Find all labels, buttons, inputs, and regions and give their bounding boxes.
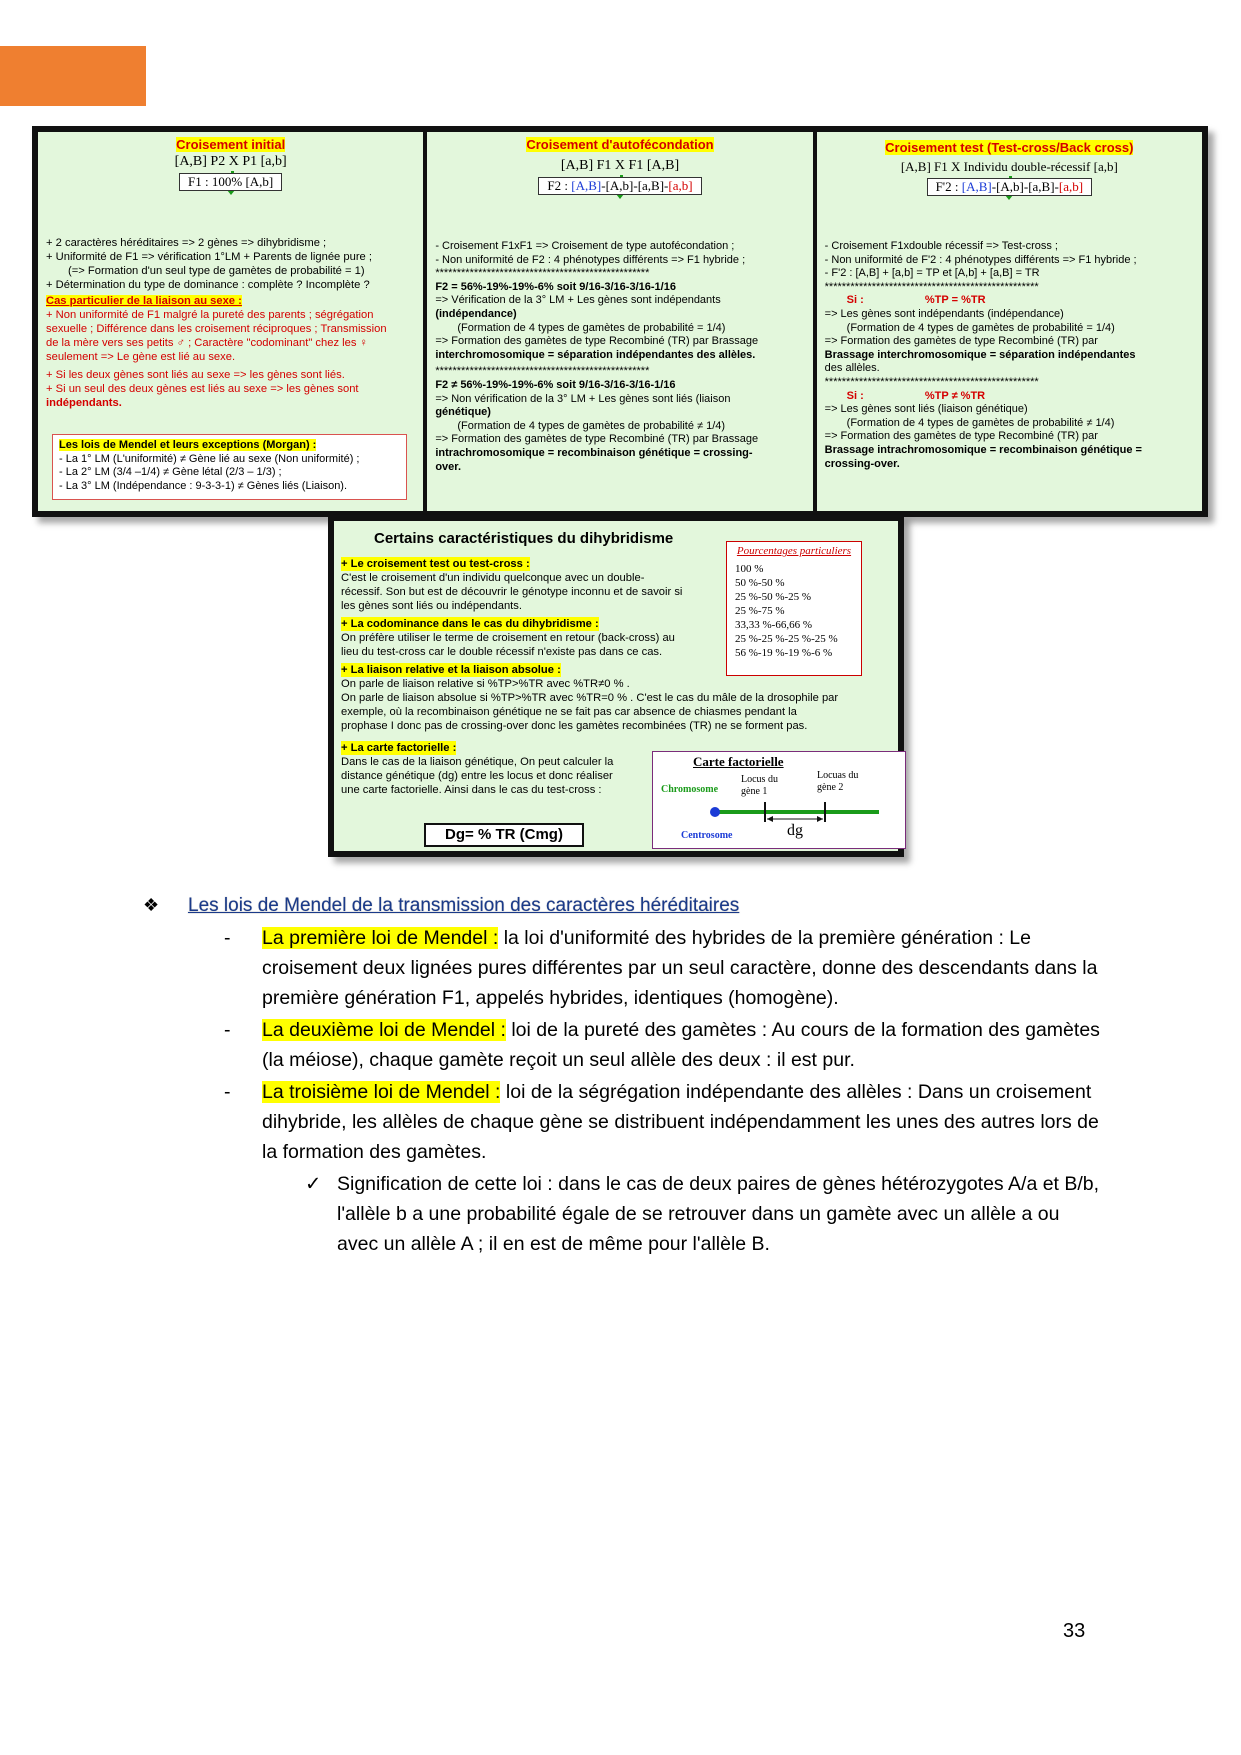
text-line: + Uniformité de F1 => vérification 1°LM + Parents de lignée pure ; — [46, 251, 372, 263]
text-line: => Les gènes sont indépendants (indépendance) — [824, 307, 1064, 320]
section-title: + La codominance dans le cas du dihybridisme : — [341, 618, 599, 630]
text-line: => Non vérification de la 3° LM + Les gènes sont liés (liaison — [435, 392, 731, 405]
panel-body — [825, 240, 1196, 471]
text-line: exemple, où la recombinaison génétique ne se fait pas car absence de chiasmes pendant la — [341, 706, 797, 718]
chromosome-label: Chromosome — [661, 784, 719, 795]
result-prefix: F'2 : — [935, 179, 962, 194]
text-line: distance génétique (dg) entre les locus et donc réaliser — [341, 770, 613, 782]
text-line: + Non uniformité de F1 malgré la pureté des parents ; ségrégation — [46, 309, 374, 321]
result-part: -[A,b]-[a,B]- — [991, 179, 1059, 194]
text-line: F2 ≠ 56%-19%-19%-6% soit 9/16-3/16-3/16-1/16 — [435, 378, 676, 391]
text-line: - Croisement F1xdouble récessif => Test-cross ; — [824, 240, 1058, 252]
panel-body — [46, 236, 417, 410]
text-line: une carte factorielle. Ainsi dans le cas du test-cross : — [341, 784, 602, 796]
cross-formula: [A,B] F1 X F1 [A,B] — [560, 158, 680, 173]
text-line: Dans le cas de la liaison génétique, On peut calculer la — [341, 756, 614, 768]
separator: ************************************************** — [824, 375, 1039, 388]
text-line: On préfère utiliser le terme de croisement en retour (back-cross) au — [341, 632, 675, 644]
panel-initial-cross — [38, 132, 423, 511]
list-item — [224, 1077, 1103, 1167]
centrosome-dot — [710, 807, 720, 817]
text-line: + Si un seul des deux gènes est liés au sexe => les gènes sont — [46, 383, 359, 395]
percentage-item: 100 % — [735, 563, 764, 575]
text-line: - F'2 : [A,B] + [a,b] = TP et [A,b] + [a,B] = TR — [824, 267, 1040, 280]
text-line: lieu du test-cross car le double récessif n'existe pas dans ce cas. — [341, 646, 663, 658]
text-line: récessif. Son but est de découvrir le génotype inconnu et de savoir si — [341, 586, 683, 598]
text-line: (Formation de 4 types de gamètes de probabilité = 1/4) — [457, 321, 726, 334]
text-line: => Formation des gamètes de type Recombiné (TR) par — [824, 335, 1098, 348]
law-label: La deuxième loi de Mendel : — [262, 1019, 506, 1041]
locus2-label: Locuas du gène 2 — [817, 770, 859, 793]
percentage-item: 25 %-50 %-25 % — [735, 591, 812, 603]
locus1-label: Locus du gène 1 — [741, 774, 778, 797]
text-line: prophase I donc pas de crossing-over donc les gamètes recombinées (TR) ne se forment pas. — [341, 720, 808, 732]
factor-map-title: Carte factorielle — [693, 754, 784, 769]
check-icon: ✓ — [305, 1173, 322, 1195]
panel-title: Croisement initial — [176, 137, 286, 152]
law-text: la loi d'uniformité des hybrides de la première génération : Le croisement deux lignées pures différentes par un seul caractère, donne des descendants dans la première génération F1, appelés hybrides, identiques (homogène). — [262, 927, 1098, 1009]
law-line: - La 1° LM (L'uniformité) ≠ Gène lié au sexe (Non uniformité) ; — [59, 452, 360, 465]
section-title: + Le croisement test ou test-cross : — [341, 558, 530, 570]
result-part: [a,b] — [668, 178, 693, 193]
panel-title: Croisement test (Test-cross/Back cross) — [885, 140, 1134, 155]
law-text: loi de la pureté des gamètes : Au cours de la formation des gamètes (la méiose), chaque gamète reçoit un seul allèle des deux : il est pur. — [262, 1019, 1100, 1071]
law-text: loi de la ségrégation indépendante des allèles : Dans un croisement dihybride, les allèles de chaque gène se distribuent indépendamment les unes des autres lors de la formation des gamètes. — [262, 1081, 1099, 1163]
text-line: over. — [435, 460, 462, 473]
text-line: génétique) — [435, 406, 491, 419]
percentage-item: 56 %-19 %-19 %-6 % — [735, 647, 833, 659]
text-line: indépendants. — [46, 397, 122, 409]
text-line: (Formation de 4 types de gamètes de probabilité = 1/4) — [846, 321, 1115, 334]
orange-header-tab — [0, 46, 146, 106]
text-line: sexuelle ; Différence dans les croisement réciproques ; Transmission — [46, 323, 387, 335]
text-line: (=> Formation d'un seul type de gamètes de probabilité = 1) — [68, 265, 365, 277]
panel-test-cross — [817, 132, 1202, 511]
arrow-right — [817, 816, 823, 822]
percentage-item: 33,33 %-66,66 % — [735, 619, 812, 631]
diamond-bullet-icon: ❖ — [143, 895, 160, 915]
list-item — [224, 1015, 1103, 1075]
text-line: des allèles. — [824, 362, 880, 375]
result-part: [A,B] — [961, 179, 992, 194]
text-line: - Croisement F1xF1 => Croisement de type autofécondation ; — [435, 240, 735, 252]
condition: Si : %TP ≠ %TR — [846, 389, 986, 402]
result-part: -[A,b]-[a,B]- — [601, 178, 669, 193]
text-line: de la mère vers ses petits ♂ ; Caractère "codominant" chez les ♀ — [46, 337, 368, 349]
text-line: On parle de liaison absolue si %TP>%TR avec %TR=0 % . C'est le cas du mâle de la drosophile par — [341, 692, 839, 704]
dash-bullet: - — [224, 1081, 231, 1103]
law-line: - La 2° LM (3/4 –1/4) ≠ Gène létal (2/3 – 1/3) ; — [59, 466, 282, 478]
percentage-item: 25 %-25 %-25 %-25 % — [735, 633, 838, 645]
panel-title: Croisement d'autofécondation — [526, 137, 714, 152]
dihybridism-panel — [328, 515, 904, 857]
condition: Si : %TP = %TR — [846, 294, 986, 307]
text-line: Brassage intrachromosomique = recombinaison génétique = — [824, 443, 1142, 456]
formula-box: Dg= % TR (Cmg) — [424, 823, 584, 847]
laws-title: Les lois de Mendel et leurs exceptions (Morgan) : — [59, 439, 317, 451]
result-box: F1 : 100% [A,b] — [179, 173, 282, 191]
crossing-panels — [32, 126, 1208, 517]
mendel-laws-section — [143, 895, 1103, 1259]
text-line: F2 = 56%-19%-19%-6% soit 9/16-3/16-3/16-1/16 — [435, 280, 676, 293]
text-line: + Détermination du type de dominance : complète ? Incomplète ? — [46, 279, 370, 291]
page-number: 33 — [1063, 1620, 1086, 1642]
law-label: La troisième loi de Mendel : — [262, 1081, 501, 1103]
percentage-item: 25 %-75 % — [735, 605, 785, 617]
panel-body — [435, 240, 806, 474]
list-item — [224, 923, 1103, 1013]
law-label: La première loi de Mendel : — [262, 927, 499, 949]
section-title: + La carte factorielle : — [341, 742, 457, 754]
cross-formula: [A,B] F1 X Individu double-récessif [a,b] — [900, 159, 1118, 174]
arrow-left — [767, 816, 773, 822]
dg-label: dg — [787, 822, 803, 839]
text-line: (Formation de 4 types de gamètes de probabilité ≠ 1/4) — [846, 416, 1115, 429]
dash-bullet: - — [224, 927, 231, 949]
text-line: => Formation des gamètes de type Recombiné (TR) par — [824, 430, 1098, 443]
text-line: intrachromosomique = recombinaison génétique = crossing- — [435, 446, 753, 459]
panel-title: Certains caractéristiques du dihybridisme — [374, 530, 674, 547]
text-line: => Vérification de la 3° LM + Les gènes sont indépendants — [435, 294, 721, 307]
law-line: - La 3° LM (Indépendance : 9-3-3-1) ≠ Gènes liés (Liaison). — [59, 479, 348, 492]
section-title: + La liaison relative et la liaison absolue : — [341, 664, 561, 676]
dash-bullet: - — [224, 1019, 231, 1041]
cross-formula: [A,B] P2 X P1 [a,b] — [174, 154, 287, 169]
result-box — [927, 178, 1092, 196]
text-line: + Si les deux gènes sont liés au sexe => les gènes sont liés. — [46, 369, 345, 381]
text-line: => Formation des gamètes de type Recombiné (TR) par Brassage — [435, 335, 759, 348]
text-line: les gènes sont liés ou indépendants. — [341, 600, 522, 612]
result-prefix: F2 : — [547, 178, 572, 193]
text-line: + 2 caractères héréditaires => 2 gènes => dihybridisme ; — [46, 237, 327, 249]
panel-autofecondation — [427, 132, 812, 511]
text-line: crossing-over. — [824, 457, 900, 470]
result-box — [538, 177, 701, 195]
text-line: Brassage interchromosomique = séparation indépendantes — [824, 348, 1136, 361]
percentage-item: 50 %-50 % — [735, 577, 785, 589]
percentages-box — [726, 541, 862, 676]
percentages-title: Pourcentages particuliers — [736, 545, 852, 557]
text-line: (indépendance) — [435, 307, 517, 320]
separator: ************************************************** — [435, 267, 650, 280]
text-line: - Non uniformité de F'2 : 4 phénotypes différents => F1 hybride ; — [824, 253, 1137, 266]
mendel-laws-box — [52, 434, 407, 500]
text-line: seulement => Le gène est lié au sexe. — [46, 351, 236, 363]
centrosome-label: Centrosome — [681, 830, 733, 841]
result-part: [a,b] — [1058, 179, 1084, 194]
list-item — [305, 1169, 1103, 1259]
separator: ************************************************** — [824, 280, 1039, 293]
text-line: On parle de liaison relative si %TP>%TR avec %TR≠0 % . — [341, 678, 630, 690]
text-line: interchromosomique = séparation indépendantes des allèles. — [435, 348, 756, 361]
factor-map — [652, 751, 906, 849]
separator: ************************************************** — [435, 365, 650, 378]
sex-linkage-title: Cas particulier de la liaison au sexe : — [46, 295, 242, 307]
check-text: Signification de cette loi : dans le cas de deux paires de gènes hétérozygotes A/a et B/b, l'allèle b a une probabilité égale de se retrouver dans un gamète avec un allèle a ou avec un allèle A ; il en est de même pour l'allèle B. — [337, 1173, 1100, 1255]
text-line — [825, 390, 1196, 404]
text-line: => Formation des gamètes de type Recombiné (TR) par Brassage — [435, 433, 759, 446]
text-line: - Non uniformité de F2 : 4 phénotypes différents => F1 hybride ; — [435, 253, 746, 266]
result-part: [A,B] — [571, 178, 602, 193]
text-line: (Formation de 4 types de gamètes de probabilité ≠ 1/4) — [457, 419, 726, 432]
section-title: Les lois de Mendel de la transmission des caractères héréditaires — [188, 895, 740, 916]
text-line — [825, 294, 1196, 308]
text-line: C'est le croisement d'un individu quelconque avec un double- — [341, 572, 645, 584]
text-line: => Les gènes sont liés (liaison génétique) — [824, 403, 1028, 416]
